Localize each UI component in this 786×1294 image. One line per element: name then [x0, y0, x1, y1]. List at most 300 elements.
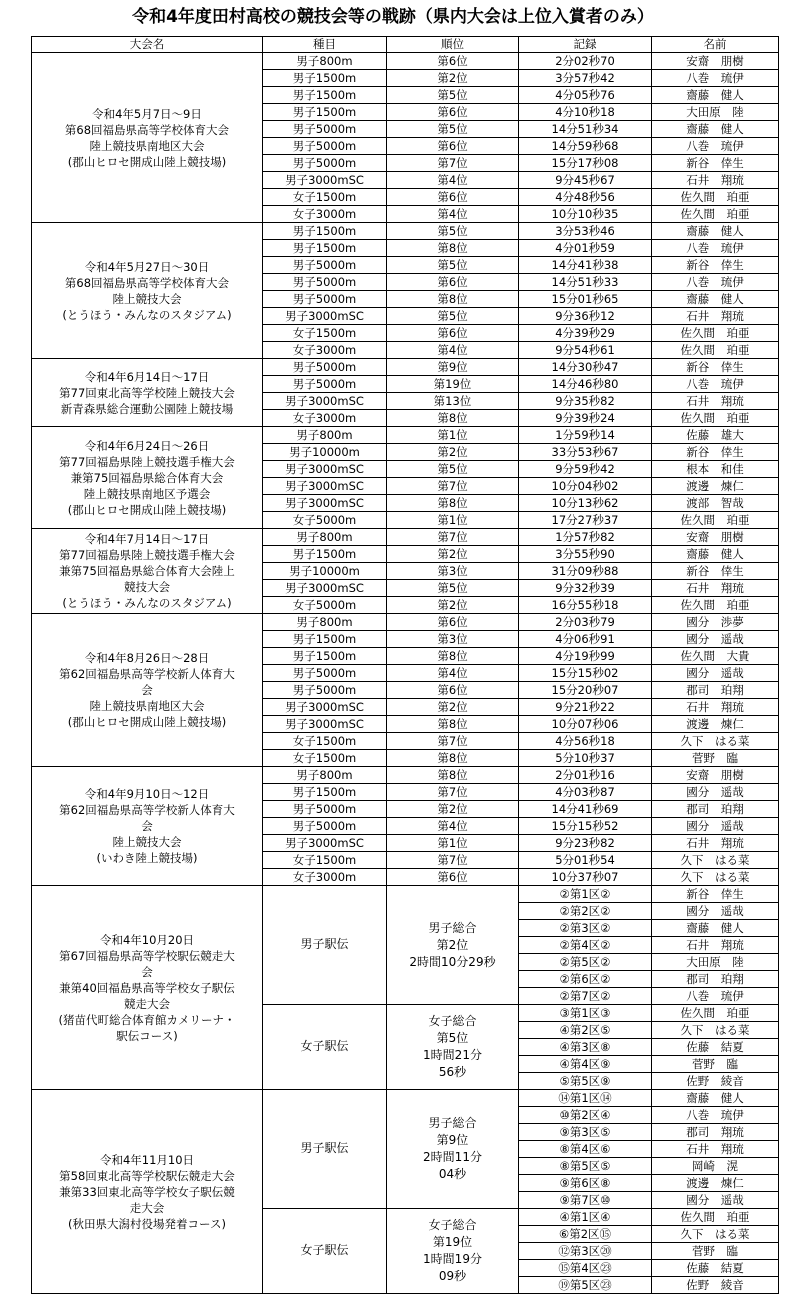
meet-name-cell: [32, 767, 263, 886]
table-row: [32, 529, 779, 546]
event-cell: 女子1500m: [263, 733, 387, 750]
place-cell: 第6位: [387, 869, 519, 886]
place-cell: 第4位: [387, 206, 519, 223]
relay-place-line: 第2位: [436, 937, 469, 952]
event-cell: 男子3000mSC: [263, 835, 387, 852]
record-cell: 16分55秒18: [519, 597, 652, 614]
athlete-name-cell: 佐久間 珀亜: [652, 597, 779, 614]
meet-name-line: 駅伝コース): [116, 1028, 178, 1043]
record-cell: 3分53秒46: [519, 223, 652, 240]
athlete-name-cell: 渡邊 煉仁: [652, 716, 779, 733]
record-cell: 2分03秒79: [519, 614, 652, 631]
meet-name-line: 会: [141, 819, 153, 833]
relay-place-line: 2時間10分29秒: [409, 954, 496, 969]
athlete-name-cell: 安齋 朋樹: [652, 53, 779, 70]
meet-name-line: 陸上競技大会: [112, 291, 182, 306]
meet-name-line: 令和4年11月10日: [99, 1152, 195, 1167]
meet-name-cell: [32, 529, 263, 614]
athlete-name-cell: 八巻 琉伊: [652, 1107, 779, 1124]
relay-place-line: 04秒: [438, 1167, 467, 1181]
leg-record-cell: ⑮第4区㉓: [519, 1260, 652, 1277]
place-cell: 第9位: [387, 359, 519, 376]
table-row: [32, 427, 779, 444]
leg-record-cell: ⑧第5区⑤: [519, 1158, 652, 1175]
athlete-name-cell: 郡司 珀翔: [652, 801, 779, 818]
event-cell: 男子5000m: [263, 682, 387, 699]
athlete-name-cell: 石井 翔琉: [652, 308, 779, 325]
relay-place-line: 2時間11分: [423, 1150, 482, 1164]
record-cell: 33分53秒67: [519, 444, 652, 461]
leg-record-cell: ②第1区②: [519, 886, 652, 903]
place-cell: 第7位: [387, 784, 519, 801]
athlete-name-cell: 佐久間 珀亜: [652, 512, 779, 529]
place-cell: 第5位: [387, 257, 519, 274]
record-cell: 14分41秒38: [519, 257, 652, 274]
meet-name-line: 令和4年5月7日～9日: [92, 106, 202, 121]
event-cell: 男子800m: [263, 767, 387, 784]
athlete-name-cell: 佐久間 珀亜: [652, 325, 779, 342]
relay-place-line: 女子総合: [428, 1014, 477, 1028]
athlete-name-cell: 久下 はる菜: [652, 852, 779, 869]
athlete-name-cell: 佐藤 結夏: [652, 1039, 779, 1056]
athlete-name-cell: 佐久間 珀亜: [652, 1209, 779, 1226]
meet-name-line: (猪苗代町総合体育館カメリーナ・: [58, 1012, 236, 1027]
event-cell: 男子3000mSC: [263, 308, 387, 325]
relay-place-cell: [387, 886, 519, 1005]
meet-name-line: 兼第75回福島県総合体育大会: [70, 470, 224, 485]
event-cell: 女子3000m: [263, 410, 387, 427]
meet-name-line: (秋田県大潟村役場発着コース): [68, 1216, 226, 1231]
meet-name-line: 陸上競技大会: [112, 835, 182, 849]
place-cell: 第2位: [387, 597, 519, 614]
event-cell: 男子1500m: [263, 648, 387, 665]
record-cell: 14分46秒80: [519, 376, 652, 393]
place-cell: 第1位: [387, 835, 519, 852]
athlete-name-cell: 大田原 陸: [652, 954, 779, 971]
meet-name-cell: [32, 359, 263, 427]
place-cell: 第7位: [387, 155, 519, 172]
table-row: [32, 223, 779, 240]
record-cell: 3分57秒42: [519, 70, 652, 87]
record-cell: 15分15秒02: [519, 665, 652, 682]
relay-place-line: 56秒: [438, 1065, 467, 1079]
leg-record-cell: ④第2区⑤: [519, 1022, 652, 1039]
meet-name-line: 令和4年6月14日～17日: [84, 369, 210, 384]
place-cell: 第8位: [387, 716, 519, 733]
event-cell: 男子1500m: [263, 784, 387, 801]
meet-name-line: 兼第40回福島県高等学校女子駅伝: [59, 980, 235, 995]
leg-record-cell: ②第6区②: [519, 971, 652, 988]
record-cell: 4分01秒59: [519, 240, 652, 257]
athlete-name-cell: 渡邊 煉仁: [652, 478, 779, 495]
athlete-name-cell: 久下 はる菜: [652, 1226, 779, 1243]
relay-event-cell: 女子駅伝: [263, 1005, 387, 1090]
athlete-name-cell: 國分 遥哉: [652, 665, 779, 682]
record-cell: 4分06秒91: [519, 631, 652, 648]
event-cell: 男子5000m: [263, 257, 387, 274]
table-row: [32, 614, 779, 631]
athlete-name-cell: 郡司 珀翔: [652, 682, 779, 699]
event-cell: 男子5000m: [263, 121, 387, 138]
place-cell: 第2位: [387, 801, 519, 818]
leg-record-cell: ②第2区②: [519, 903, 652, 920]
athlete-name-cell: 佐久間 珀亜: [652, 1005, 779, 1022]
event-cell: 男子800m: [263, 53, 387, 70]
meet-name-line: (とうほう・みんなのスタジアム): [62, 596, 232, 610]
record-cell: 2分02秒70: [519, 53, 652, 70]
athlete-name-cell: 石井 翔琉: [652, 1141, 779, 1158]
event-cell: 男子800m: [263, 614, 387, 631]
relay-place-cell: [387, 1005, 519, 1090]
place-cell: 第6位: [387, 104, 519, 121]
athlete-name-cell: 佐藤 結夏: [652, 1260, 779, 1277]
meet-name-line: 第77回東北高等学校陸上競技大会: [59, 385, 235, 400]
relay-place-line: 第5位: [436, 1031, 469, 1045]
meet-name-line: 走大会: [129, 1200, 165, 1215]
place-cell: 第5位: [387, 461, 519, 478]
athlete-name-cell: 齋藤 健人: [652, 1090, 779, 1107]
place-cell: 第2位: [387, 70, 519, 87]
header-row: [32, 37, 779, 53]
meet-name-line: 陸上競技県南地区予選会: [83, 486, 211, 501]
leg-record-cell: ⑩第2区④: [519, 1107, 652, 1124]
meet-name-line: (とうほう・みんなのスタジアム): [62, 307, 232, 322]
meet-name-line: 令和4年9月10日～12日: [84, 787, 210, 801]
record-cell: 1分59秒14: [519, 427, 652, 444]
meet-name-line: 陸上競技県南地区大会: [89, 699, 205, 713]
record-cell: 10分07秒06: [519, 716, 652, 733]
record-cell: 4分56秒18: [519, 733, 652, 750]
leg-record-cell: ⑭第1区⑭: [519, 1090, 652, 1107]
page-title: 令和4年度田村高校の競技会等の戦跡（県内大会は上位入賞者のみ）: [132, 7, 654, 27]
meet-name-line: 競技大会: [124, 580, 170, 594]
athlete-name-cell: 郡司 珀翔: [652, 971, 779, 988]
event-cell: 女子3000m: [263, 342, 387, 359]
leg-record-cell: ⑨第3区⑤: [519, 1124, 652, 1141]
event-cell: 男子10000m: [263, 444, 387, 461]
athlete-name-cell: 久下 はる菜: [652, 733, 779, 750]
athlete-name-cell: 八巻 琉伊: [652, 240, 779, 257]
table-row: [32, 359, 779, 376]
event-cell: 女子1500m: [263, 750, 387, 767]
place-cell: 第7位: [387, 478, 519, 495]
athlete-name-cell: 石井 翔琉: [652, 393, 779, 410]
results-table: [31, 36, 779, 1294]
athlete-name-cell: 岡崎 滉: [652, 1158, 779, 1175]
leg-record-cell: ⑤第5区⑨: [519, 1073, 652, 1090]
record-cell: 14分59秒68: [519, 138, 652, 155]
place-cell: 第2位: [387, 546, 519, 563]
header-name: 名前: [652, 37, 779, 53]
meet-name-line: 令和4年6月24日～26日: [84, 438, 210, 453]
record-cell: 5分10秒37: [519, 750, 652, 767]
event-cell: 男子1500m: [263, 70, 387, 87]
leg-record-cell: ②第3区②: [519, 920, 652, 937]
record-cell: 4分10秒18: [519, 104, 652, 121]
event-cell: 女子1500m: [263, 852, 387, 869]
record-cell: 17分27秒37: [519, 512, 652, 529]
event-cell: 男子5000m: [263, 291, 387, 308]
meet-name-line: 競走大会: [124, 996, 170, 1011]
table-row: [32, 767, 779, 784]
athlete-name-cell: 久下 はる菜: [652, 1022, 779, 1039]
athlete-name-cell: 佐久間 珀亜: [652, 410, 779, 427]
record-cell: 15分20秒07: [519, 682, 652, 699]
athlete-name-cell: 佐野 綾音: [652, 1277, 779, 1294]
place-cell: 第6位: [387, 682, 519, 699]
event-cell: 男子1500m: [263, 546, 387, 563]
header-event: 種目: [263, 37, 387, 53]
athlete-name-cell: 佐野 綾音: [652, 1073, 779, 1090]
event-cell: 男子3000mSC: [263, 580, 387, 597]
place-cell: 第13位: [387, 393, 519, 410]
relay-place-cell: [387, 1209, 519, 1294]
meet-name-line: 会: [141, 683, 153, 697]
record-cell: 31分09秒88: [519, 563, 652, 580]
meet-name-cell: [32, 53, 263, 223]
event-cell: 女子5000m: [263, 512, 387, 529]
athlete-name-cell: 齋藤 健人: [652, 920, 779, 937]
table-row: [32, 1090, 779, 1107]
event-cell: 男子800m: [263, 427, 387, 444]
relay-place-cell: [387, 1090, 519, 1209]
event-cell: 男子1500m: [263, 223, 387, 240]
record-cell: 15分15秒52: [519, 818, 652, 835]
place-cell: 第2位: [387, 444, 519, 461]
place-cell: 第6位: [387, 138, 519, 155]
record-cell: 10分04秒02: [519, 478, 652, 495]
record-cell: 4分39秒29: [519, 325, 652, 342]
place-cell: 第5位: [387, 580, 519, 597]
meet-name-line: 第58回東北高等学校駅伝競走大会: [59, 1168, 235, 1183]
record-cell: 9分21秒22: [519, 699, 652, 716]
meet-name-line: 第68回福島県高等学校体育大会: [64, 122, 230, 137]
event-cell: 女子3000m: [263, 206, 387, 223]
relay-place-line: 09秒: [438, 1269, 467, 1283]
athlete-name-cell: 佐久間 珀亜: [652, 342, 779, 359]
relay-place-line: 女子総合: [428, 1218, 477, 1232]
record-cell: 4分03秒87: [519, 784, 652, 801]
event-cell: 女子3000m: [263, 869, 387, 886]
athlete-name-cell: 佐藤 雄大: [652, 427, 779, 444]
leg-record-cell: ③第1区③: [519, 1005, 652, 1022]
meet-name-line: 兼第75回福島県総合体育大会陸上: [59, 564, 235, 578]
athlete-name-cell: 新谷 倖生: [652, 359, 779, 376]
place-cell: 第7位: [387, 733, 519, 750]
meet-name-line: 第62回福島県高等学校新人体育大: [59, 667, 235, 681]
record-cell: 2分01秒16: [519, 767, 652, 784]
event-cell: 男子3000mSC: [263, 461, 387, 478]
place-cell: 第8位: [387, 291, 519, 308]
place-cell: 第1位: [387, 512, 519, 529]
athlete-name-cell: 齋藤 健人: [652, 87, 779, 104]
record-cell: 10分37秒07: [519, 869, 652, 886]
place-cell: 第8位: [387, 648, 519, 665]
record-cell: 3分55秒90: [519, 546, 652, 563]
place-cell: 第6位: [387, 274, 519, 291]
athlete-name-cell: 齋藤 健人: [652, 121, 779, 138]
event-cell: 男子5000m: [263, 138, 387, 155]
athlete-name-cell: 佐久間 大貴: [652, 648, 779, 665]
athlete-name-cell: 渡部 智哉: [652, 495, 779, 512]
record-cell: 10分10秒35: [519, 206, 652, 223]
place-cell: 第6位: [387, 53, 519, 70]
athlete-name-cell: 佐久間 珀亜: [652, 189, 779, 206]
event-cell: 男子800m: [263, 529, 387, 546]
athlete-name-cell: 八巻 琉伊: [652, 988, 779, 1005]
place-cell: 第8位: [387, 410, 519, 427]
record-cell: 9分39秒24: [519, 410, 652, 427]
athlete-name-cell: 佐久間 珀亜: [652, 206, 779, 223]
event-cell: 男子5000m: [263, 359, 387, 376]
athlete-name-cell: 齋藤 健人: [652, 223, 779, 240]
place-cell: 第5位: [387, 121, 519, 138]
event-cell: 女子5000m: [263, 597, 387, 614]
athlete-name-cell: 國分 遥哉: [652, 818, 779, 835]
place-cell: 第6位: [387, 614, 519, 631]
athlete-name-cell: 郡司 翔琉: [652, 1124, 779, 1141]
event-cell: 男子10000m: [263, 563, 387, 580]
header-record: 記録: [519, 37, 652, 53]
athlete-name-cell: 石井 翔琉: [652, 172, 779, 189]
record-cell: 15分17秒08: [519, 155, 652, 172]
athlete-name-cell: 八巻 琉伊: [652, 376, 779, 393]
meet-name-cell: [32, 614, 263, 767]
athlete-name-cell: 國分 遥哉: [652, 1192, 779, 1209]
athlete-name-cell: 八巻 琉伊: [652, 138, 779, 155]
place-cell: 第4位: [387, 665, 519, 682]
leg-record-cell: ④第1区④: [519, 1209, 652, 1226]
meet-name-line: (郡山ヒロセ開成山陸上競技場): [67, 154, 227, 169]
place-cell: 第2位: [387, 699, 519, 716]
leg-record-cell: ②第4区②: [519, 937, 652, 954]
header-meet: 大会名: [32, 37, 263, 53]
leg-record-cell: ⑧第4区⑥: [519, 1141, 652, 1158]
relay-event-cell: 男子駅伝: [263, 886, 387, 1005]
athlete-name-cell: 石井 翔琉: [652, 937, 779, 954]
event-cell: 男子5000m: [263, 155, 387, 172]
leg-record-cell: ⑨第7区⑩: [519, 1192, 652, 1209]
leg-record-cell: ②第7区②: [519, 988, 652, 1005]
athlete-name-cell: 菅野 臨: [652, 750, 779, 767]
athlete-name-cell: 菅野 臨: [652, 1056, 779, 1073]
meet-name-line: 令和4年8月26日～28日: [84, 651, 210, 665]
event-cell: 男子3000mSC: [263, 716, 387, 733]
athlete-name-cell: 齋藤 健人: [652, 291, 779, 308]
leg-record-cell: ④第3区⑧: [519, 1039, 652, 1056]
athlete-name-cell: 石井 翔琉: [652, 699, 779, 716]
leg-record-cell: ⑲第5区㉓: [519, 1277, 652, 1294]
athlete-name-cell: 新谷 倖生: [652, 563, 779, 580]
record-cell: 9分23秒82: [519, 835, 652, 852]
relay-place-line: 第19位: [432, 1235, 473, 1249]
meet-name-line: 第67回福島県高等学校駅伝競走大: [59, 948, 235, 963]
place-cell: 第8位: [387, 495, 519, 512]
record-cell: 4分05秒76: [519, 87, 652, 104]
place-cell: 第7位: [387, 529, 519, 546]
athlete-name-cell: 新谷 倖生: [652, 444, 779, 461]
header-place: 順位: [387, 37, 519, 53]
event-cell: 男子3000mSC: [263, 172, 387, 189]
event-cell: 男子1500m: [263, 631, 387, 648]
record-cell: 4分19秒99: [519, 648, 652, 665]
athlete-name-cell: 久下 はる菜: [652, 869, 779, 886]
event-cell: 男子3000mSC: [263, 495, 387, 512]
athlete-name-cell: 菅野 臨: [652, 1243, 779, 1260]
event-cell: 男子5000m: [263, 274, 387, 291]
record-cell: 4分48秒56: [519, 189, 652, 206]
place-cell: 第6位: [387, 189, 519, 206]
place-cell: 第3位: [387, 563, 519, 580]
event-cell: 男子3000mSC: [263, 393, 387, 410]
record-cell: 5分01秒54: [519, 852, 652, 869]
place-cell: 第6位: [387, 325, 519, 342]
event-cell: 男子5000m: [263, 818, 387, 835]
relay-place-line: 男子総合: [428, 1116, 477, 1130]
record-cell: 15分01秒65: [519, 291, 652, 308]
relay-event-cell: 男子駅伝: [263, 1090, 387, 1209]
athlete-name-cell: 石井 翔琉: [652, 580, 779, 597]
meet-name-line: 兼第33回東北高等学校女子駅伝競: [59, 1184, 235, 1199]
place-cell: 第4位: [387, 172, 519, 189]
athlete-name-cell: 齋藤 健人: [652, 546, 779, 563]
meet-name-line: 第77回福島県陸上競技選手権大会: [59, 454, 235, 469]
record-cell: 9分32秒39: [519, 580, 652, 597]
athlete-name-cell: 八巻 琉伊: [652, 274, 779, 291]
event-cell: 男子5000m: [263, 801, 387, 818]
meet-name-cell: [32, 1090, 263, 1294]
place-cell: 第8位: [387, 767, 519, 784]
place-cell: 第8位: [387, 750, 519, 767]
leg-record-cell: ⑨第6区⑧: [519, 1175, 652, 1192]
meet-name-line: (いわき陸上競技場): [96, 851, 198, 865]
record-cell: 14分51秒34: [519, 121, 652, 138]
athlete-name-cell: 新谷 倖生: [652, 257, 779, 274]
place-cell: 第8位: [387, 240, 519, 257]
place-cell: 第1位: [387, 427, 519, 444]
record-cell: 9分45秒67: [519, 172, 652, 189]
record-cell: 9分54秒61: [519, 342, 652, 359]
relay-place-line: 男子総合: [428, 920, 477, 935]
athlete-name-cell: 八巻 琉伊: [652, 70, 779, 87]
record-cell: 14分51秒33: [519, 274, 652, 291]
meet-name-line: (郡山ヒロセ開成山陸上競技場): [67, 715, 227, 729]
record-cell: 10分13秒62: [519, 495, 652, 512]
event-cell: 女子1500m: [263, 325, 387, 342]
record-cell: 9分59秒42: [519, 461, 652, 478]
record-cell: 9分35秒82: [519, 393, 652, 410]
athlete-name-cell: 國分 遥哉: [652, 784, 779, 801]
athlete-name-cell: 國分 遥哉: [652, 903, 779, 920]
athlete-name-cell: 新谷 倖生: [652, 886, 779, 903]
relay-place-line: 1時間19分: [423, 1252, 482, 1266]
meet-name-line: 令和4年7月14日～17日: [84, 532, 210, 546]
event-cell: 男子5000m: [263, 376, 387, 393]
relay-event-cell: 女子駅伝: [263, 1209, 387, 1294]
record-cell: 1分57秒82: [519, 529, 652, 546]
place-cell: 第19位: [387, 376, 519, 393]
event-cell: 男子5000m: [263, 665, 387, 682]
athlete-name-cell: 新谷 倖生: [652, 155, 779, 172]
athlete-name-cell: 渡邊 煉仁: [652, 1175, 779, 1192]
meet-name-line: 第68回福島県高等学校体育大会: [64, 275, 230, 290]
leg-record-cell: ④第4区⑨: [519, 1056, 652, 1073]
leg-record-cell: ⑫第3区⑳: [519, 1243, 652, 1260]
place-cell: 第4位: [387, 342, 519, 359]
event-cell: 男子3000mSC: [263, 699, 387, 716]
place-cell: 第3位: [387, 631, 519, 648]
meet-name-line: 会: [141, 964, 153, 979]
